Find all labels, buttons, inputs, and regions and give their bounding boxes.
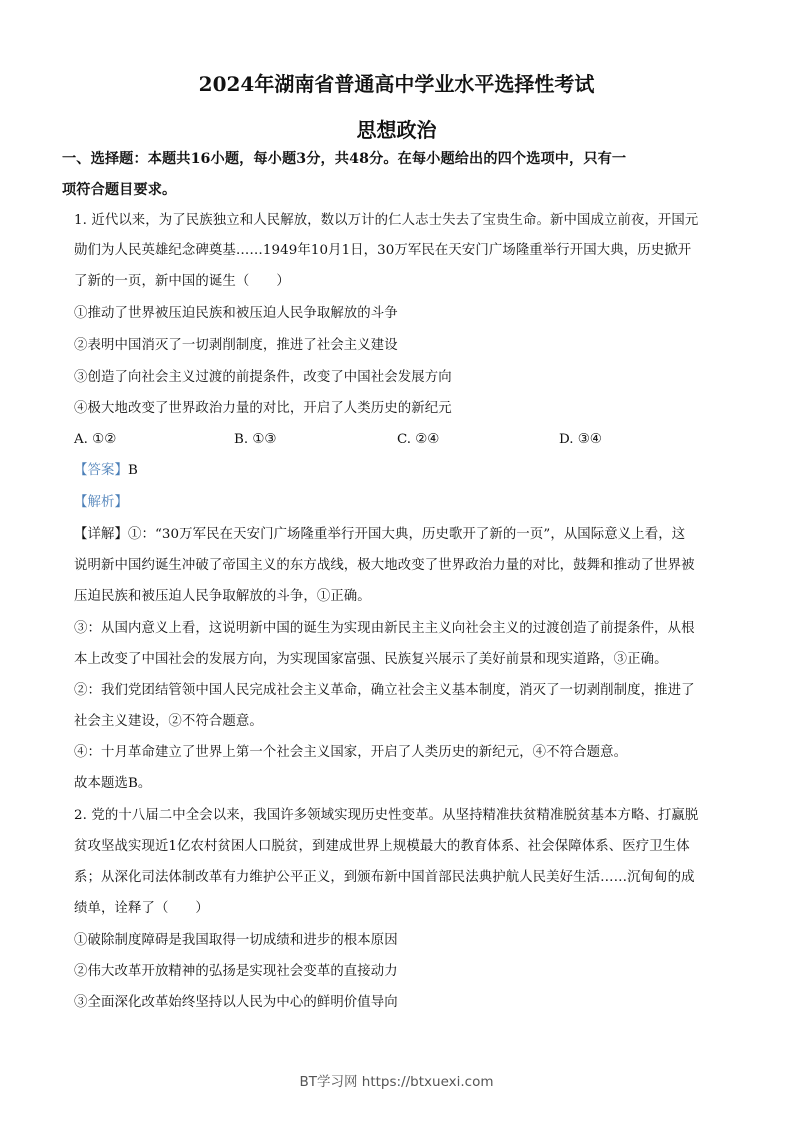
q1-option-c: C. ②④	[397, 432, 440, 447]
q2-statement-1: ①破除制度障碍是我国取得一切成绩和进步的根本原因	[74, 933, 398, 948]
q1-answer	[74, 463, 724, 479]
q1-conclusion: 故本题选B。	[74, 776, 152, 791]
section-header-line-1: 一、选择题：本题共16小题，每小题3分，共48分。在每小题给出的四个选项中，只有一	[62, 151, 627, 167]
q1-explanation-line-5: 本上改变了中国社会的发展方向，为实现国家富强、民族复兴展示了美好前景和现实道路，③正确。	[74, 652, 668, 667]
detail-label: 【详解】	[74, 527, 128, 542]
q2-stem-line-2: 贫攻坚战实现近1亿农村贫困人口脱贫，到建成世界上规模最大的教育体系、社会保障体系、医疗卫生体	[74, 839, 690, 854]
q1-explanation-line-8: ④：十月革命建立了世界上第一个社会主义国家，开启了人类历史的新纪元，④不符合题意。	[74, 745, 628, 760]
q2-statement-3: ③全面深化改革始终坚持以人民为中心的鲜明价值导向	[74, 995, 398, 1010]
q2-stem-line-4: 绩单，诠释了（ ）	[74, 901, 209, 916]
q1-option-a: A. ①②	[74, 432, 117, 447]
q2-statement-2: ②伟大改革开放精神的弘扬是实现社会变革的直接动力	[74, 964, 398, 979]
q1-explanation-line-6: ②：我们党团结管领中国人民完成社会主义革命，确立社会主义基本制度，消灭了一切剥削制度，推进了	[74, 683, 695, 698]
q2-stem-line-1: 2. 党的十八届二中全会以来，我国许多领域实现历史性变革。从坚持精准扶贫精准脱贫基本方略、打赢脱	[74, 808, 699, 823]
q1-stem-line-3: 了新的一页，新中国的诞生（ ）	[74, 274, 290, 289]
answer-value: B	[127, 463, 138, 478]
q1-statement-1: ①推动了世界被压迫民族和被压迫人民争取解放的斗争	[74, 306, 398, 321]
q1-option-d: D. ③④	[559, 432, 602, 447]
q1-stem-line-1: 1. 近代以来，为了民族独立和人民解放，数以万计的仁人志士失去了宝贵生命。新中国成立前夜，开国元	[74, 213, 699, 228]
q1-statement-2: ②表明中国消灭了一切剥削制度，推进了社会主义建设	[74, 338, 398, 353]
q1-stem-line-2: 勋们为人民英雄纪念碑奠基……1949年10月1日，30万军民在天安门广场隆重举行开国大典，历史掀开	[74, 243, 692, 258]
section-header-line-2: 项符合题目要求。	[62, 182, 177, 198]
q1-explanation-line-1	[74, 527, 724, 543]
exam-title: 2024年湖南省普通高中学业水平选择性考试	[198, 72, 595, 96]
analysis-label: 【解析】	[74, 495, 128, 510]
q1-option-b: B. ①③	[234, 432, 277, 447]
q1-statement-4: ④极大地改变了世界政治力量的对比，开启了人类历史的新纪元	[74, 401, 452, 416]
explanation-text: ①：“30万军民在天安门广场隆重举行开国大典，历史歌开了新的一页”，从国际意义上看，这	[127, 527, 686, 542]
q1-explanation-line-7: 社会主义建设，②不符合题意。	[74, 714, 263, 729]
subject-title: 思想政治	[356, 118, 437, 142]
q1-explanation-line-4: ③：从国内意义上看，这说明新中国的诞生为实现由新民主主义向社会主义的过渡创造了前提条件，从根	[74, 621, 695, 636]
q2-stem-line-3: 系；从深化司法体制改革有力维护公平正义，到颁布新中国首部民法典护航人民美好生活……沉甸甸的成	[74, 870, 695, 885]
answer-label: 【答案】	[74, 463, 128, 478]
watermark-footer: BT学习网 https://btxuexi.com	[299, 1074, 494, 1090]
q1-explanation-line-2: 说明新中国约诞生冲破了帝国主义的东方战线，极大地改变了世界政治力量的对比，鼓舞和推动了世界被	[74, 558, 695, 573]
q1-explanation-line-3: 压迫民族和被压迫人民争取解放的斗争，①正确。	[74, 589, 371, 604]
q1-statement-3: ③创造了向社会主义过渡的前提条件，改变了中国社会发展方向	[74, 370, 452, 385]
